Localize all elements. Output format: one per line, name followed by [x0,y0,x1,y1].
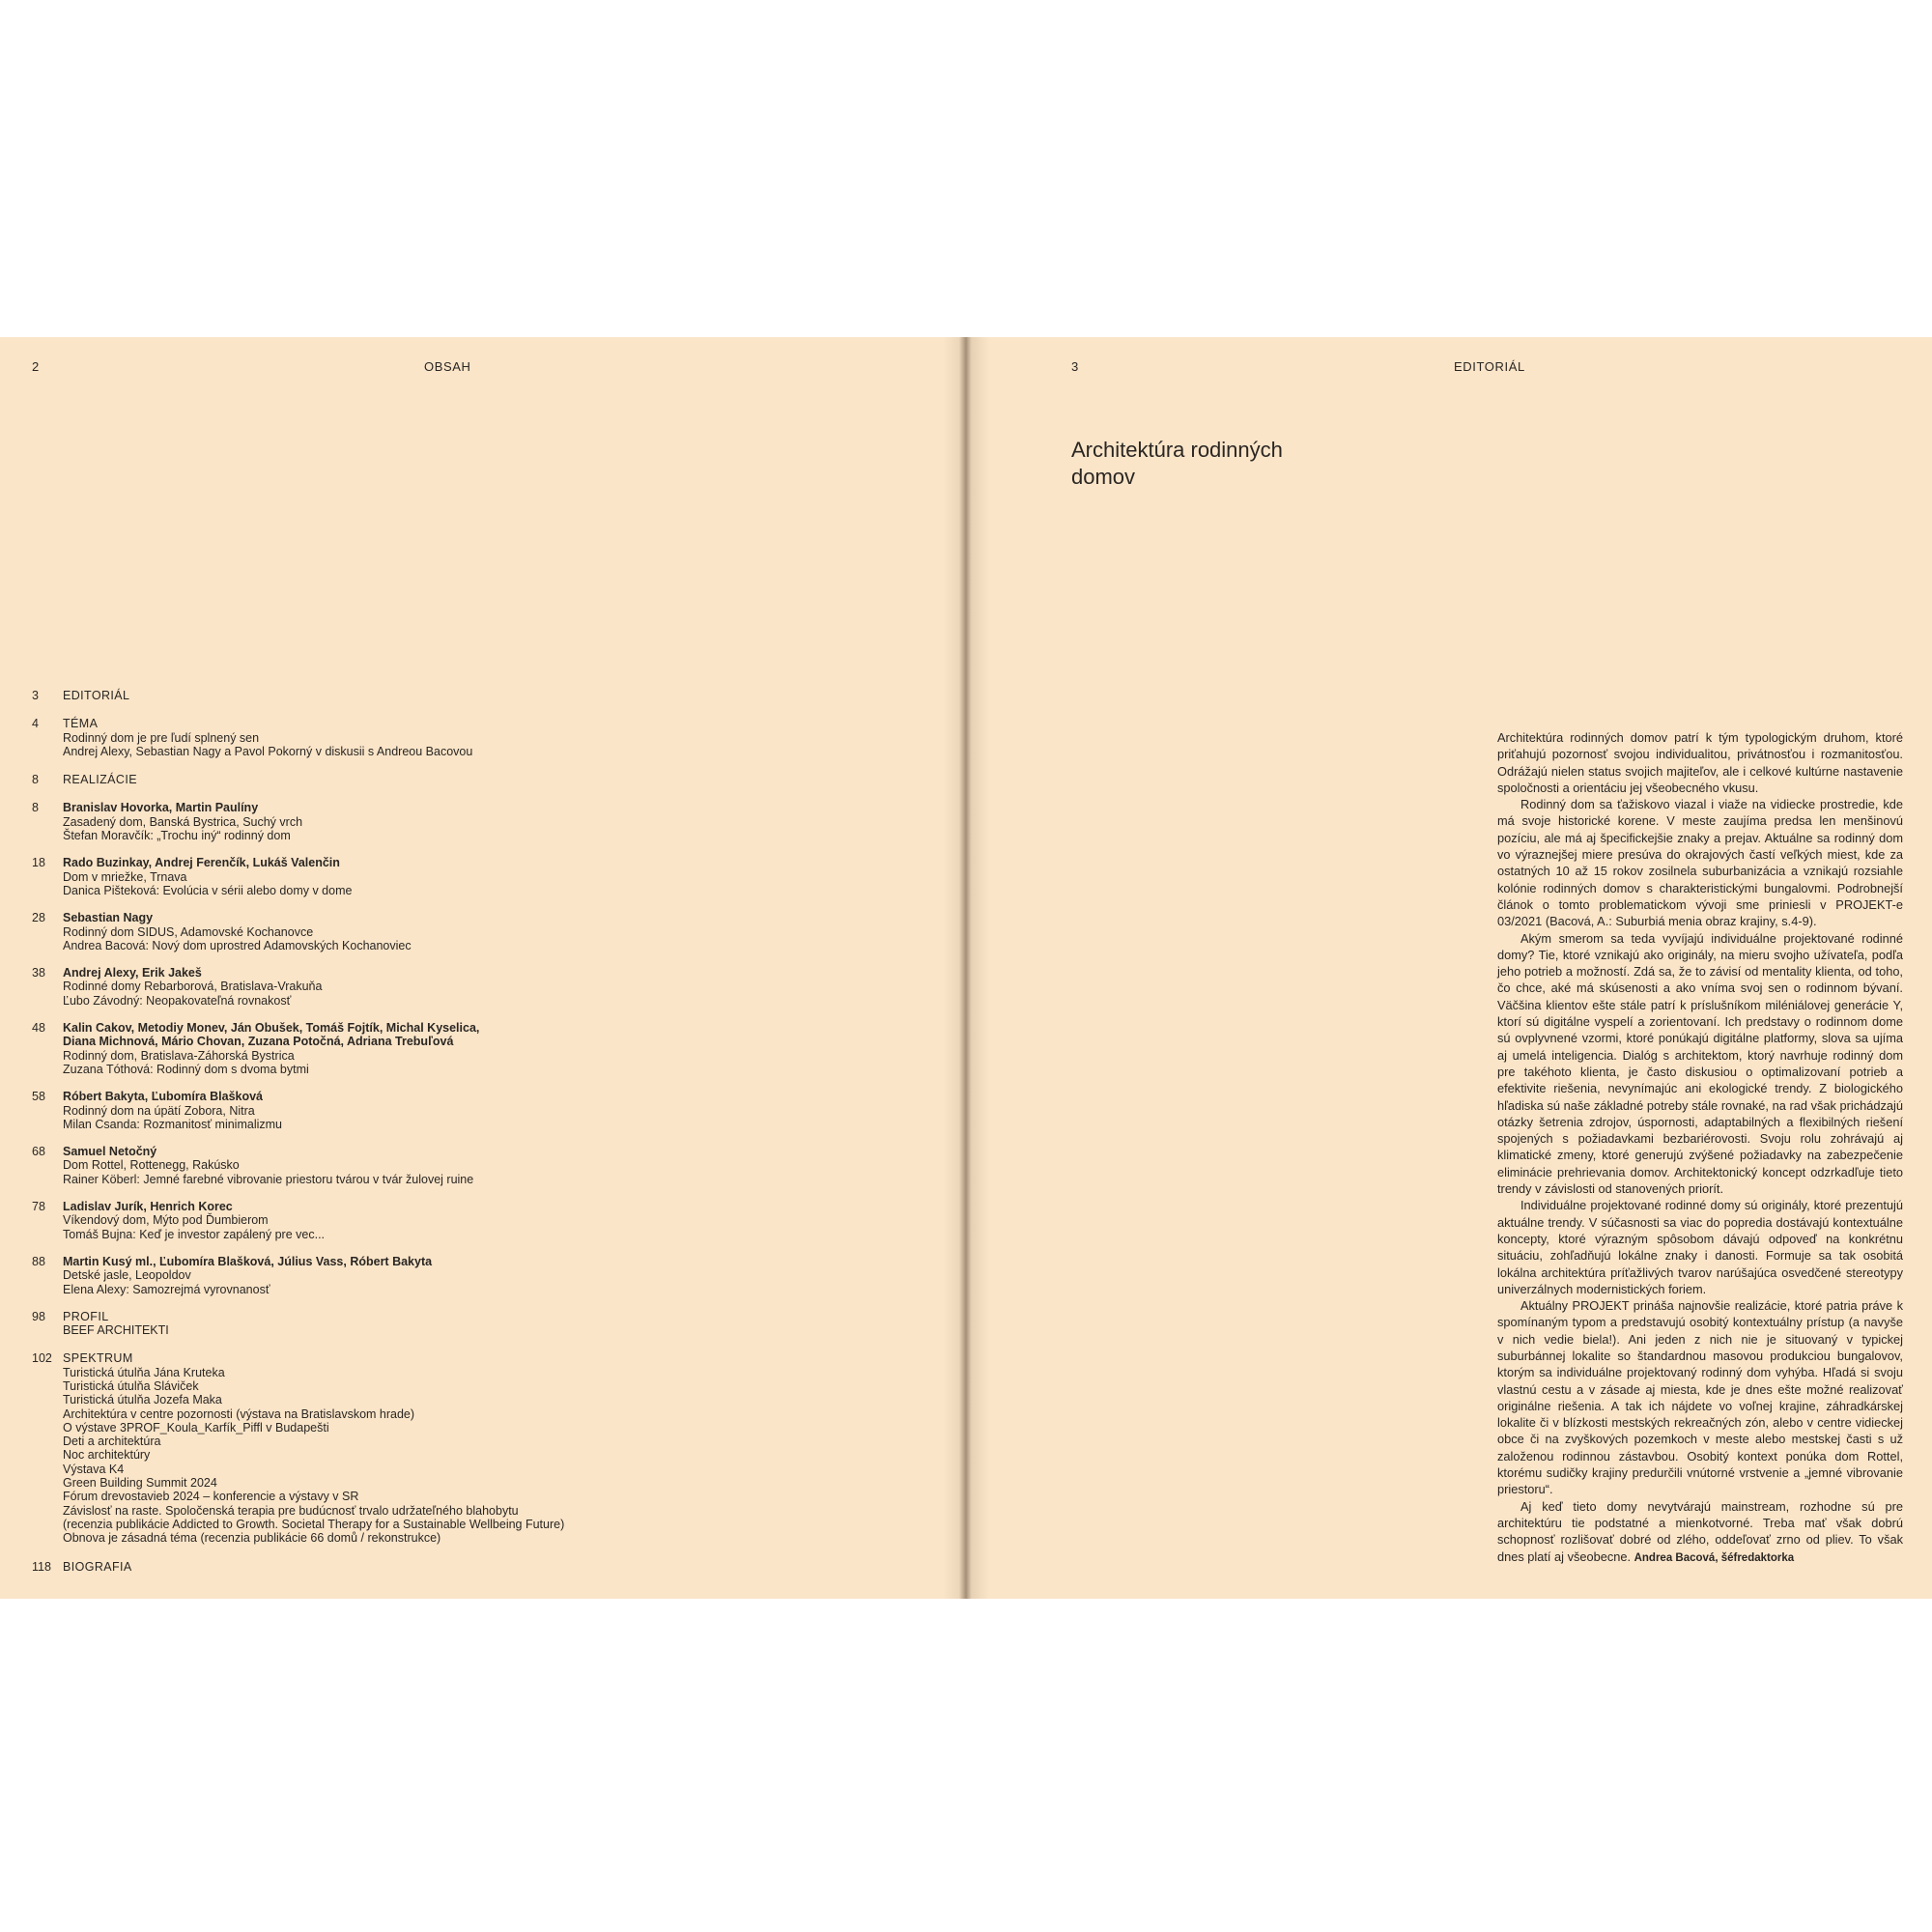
toc-entry [32,801,650,842]
toc-page-number: 68 [32,1145,45,1159]
toc-authors: Ladislav Jurík, Henrich Korec [63,1200,233,1214]
toc-entry [32,1255,650,1296]
running-head-right: EDITORIÁL [1454,359,1525,374]
toc-entry-body [63,911,650,952]
toc-entry [32,689,650,702]
magazine-spread [0,337,1932,1599]
toc-item-line: Víkendový dom, Mýto pod Ďumbierom [63,1213,269,1228]
toc-entry [32,966,650,1008]
toc-section-heading: REALIZÁCIE [63,773,137,787]
toc-entry-body [63,1351,650,1545]
toc-entry-body [63,1090,650,1131]
toc-authors: Sebastian Nagy [63,911,154,925]
toc-item-line: Zasadený dom, Banská Bystrica, Suchý vrch [63,814,303,829]
toc-authors: Andrej Alexy, Erik Jakeš [63,966,202,980]
paragraph: Rodinný dom sa ťažiskovo viazal i viaže na vidiecke prostredie, kde má svoje historické korene. V meste zaujíma predsa len menšinovú pozíciu, ale má aj špecifickejšie znaky a prejav. Aktuálne sa rodinný dom vo výraznejšej miere presúva do okrajových častí veľkých miest, kde za ostatných 10 až 15 rokov zosilnela suburbanizácia a vznikajú rozsiahle kolónie rodinných domov s charakteristickými bungalovmi. Podrobnejší článok o tomto problematickom vývoji sme priniesli v PROJEKT-e 03/2021 (Bacová, A.: Suburbiá menia obraz krajiny, s.4-9). [1497,797,1903,929]
toc-page-number: 78 [32,1200,45,1214]
toc-item-line: (recenzia publikácie Addicted to Growth. Societal Therapy for a Sustainable Wellbeing Future) [63,1517,565,1531]
toc-entry-body [63,1145,650,1186]
toc-item-line: Turistická útulňa Jozefa Maka [63,1393,222,1407]
toc-item-line: Turistická útulňa Jána Kruteka [63,1365,225,1379]
toc-authors: Kalin Cakov, Metodiy Monev, Ján Obušek, Tomáš Fojtík, Michal Kyselica, [63,1021,480,1036]
article-title-line: Architektúra rodinných [1071,438,1283,462]
toc-entry-body [63,689,650,702]
toc-page-number: 28 [32,911,45,925]
toc-item-line: Rodinný dom je pre ľudí splnený sen [63,730,260,745]
toc-item-line: Rodinný dom na úpätí Zobora, Nitra [63,1103,255,1118]
toc-section-heading: PROFIL [63,1309,109,1323]
toc-item-line: Výstava K4 [63,1462,125,1476]
toc-entry-body [63,1200,650,1241]
toc-page-number: 3 [32,689,39,702]
toc-section-heading: TÉMA [63,717,99,731]
toc-entry-body [63,1560,650,1574]
toc-authors: Róbert Bakyta, Ľubomíra Blašková [63,1090,264,1104]
toc-section-heading: SPEKTRUM [63,1351,133,1366]
toc-entry-body [63,773,650,786]
toc-entry [32,1021,650,1076]
toc-entry [32,1200,650,1241]
toc-entry-body [63,1021,650,1076]
toc-entry-body [63,1310,650,1338]
toc-entry [32,911,650,952]
editorial-body [1497,729,1903,1567]
toc-item-line: Deti a architektúra [63,1435,161,1449]
toc-page-number: 58 [32,1090,45,1104]
toc-authors: Rado Buzinkay, Andrej Ferenčík, Lukáš Valenčin [63,856,340,870]
article-title [1071,437,1380,491]
toc-entry-body [63,801,650,842]
toc-item-line: Green Building Summit 2024 [63,1476,217,1491]
toc-item-line: Obnova je zásadná téma (recenzia publikácie 66 domů / rekonstrukce) [63,1531,441,1546]
toc-authors: Branislav Hovorka, Martin Paulíny [63,801,259,815]
toc-item-line: Ľubo Závodný: Neopakovateľná rovnakosť [63,993,292,1008]
toc-entry [32,856,650,897]
paragraph: Architektúra rodinných domov patrí k tým typologickým druhom, ktoré priťahujú pozornosť svojou individualitou, privátnosťou i rozmanitosťou. Odrážajú nielen status svojich majiteľov, ale i celkové kultúrne nastavenie spoločnosti a orientáciu jej všeobecného vkusu. [1497,730,1903,795]
toc-page-number: 98 [32,1309,45,1323]
toc-authors: Samuel Netočný [63,1145,157,1159]
paragraph: Aktuálny PROJEKT prináša najnovšie realizácie, ktoré patria práve k spomínaným typom a predstavujú osobitý kontextuálny prístup (a navyše v nich vedie biela!). Ani jeden z nich nie je situovaný v typickej suburbánnej lokalite so štandardnou masovou produkciou bungalovov, ktorým sa individuálne projektovaný rodinný dom vyhýba. Hľadá si svoju vlastnú cestu a v zásade aj miesta, kde je dnes ešte možné realizovať originálne riešenia. A tak ich nájdete vo voľnej krajine, záhradkárskej lokalite či v blízkosti mestských rekreačných zón, alebo v centre vidieckej obce či na zvyškových pozemkoch v meste alebo mestskej časti s už založenou rodinnou zástavbou. Osobitý kontext ponúka dom Rottel, ktorému sudičky krajiny predurčili vnútorné vrstvenie a „jemné vibrovanie priestoru“. [1497,1298,1903,1497]
toc-entry [32,773,650,786]
toc-item-line: Detské jasle, Leopoldov [63,1268,191,1283]
toc-item-line: Rainer Köberl: Jemné farebné vibrovanie priestoru tvárou v tvár žulovej ruine [63,1172,474,1186]
toc-page-number: 8 [32,773,39,787]
toc-page-number: 38 [32,966,45,980]
toc-item-line: Architektúra v centre pozornosti (výstava na Bratislavskom hrade) [63,1406,415,1421]
toc-entry [32,717,650,758]
toc-page-number: 118 [32,1559,51,1574]
toc-entry [32,1560,650,1574]
toc-item-line: Rodinný dom SIDUS, Adamovské Kochanovce [63,924,314,939]
paragraph-last [1497,1498,1903,1567]
toc-item-line: Andrej Alexy, Sebastian Nagy a Pavol Pokorný v diskusii s Andreou Bacovou [63,744,473,758]
toc-entry [32,1351,650,1545]
toc-item-line: Elena Alexy: Samozrejmá vyrovnanosť [63,1282,270,1296]
toc-page-number: 48 [32,1021,45,1036]
toc-item-line: O výstave 3PROF_Koula_Karfík_Piffl v Budapešti [63,1420,329,1435]
toc-page-number: 18 [32,856,45,870]
toc-item-line: BEEF ARCHITEKTI [63,1323,169,1338]
toc-authors: Martin Kusý ml., Ľubomíra Blašková, Július Vass, Róbert Bakyta [63,1254,433,1268]
toc-entry-body [63,856,650,897]
running-head-left: OBSAH [424,359,471,374]
toc-authors: Diana Michnová, Mário Chovan, Zuzana Potočná, Adriana Trebuľová [63,1035,454,1049]
toc-item-line: Štefan Moravčík: „Trochu iný“ rodinný dom [63,829,291,843]
toc-page-number: 102 [32,1351,52,1366]
paragraph-text: Aj keď tieto domy nevytvárajú mainstream, rozhodne sú pre architektúru tie podstatné a mienkotvorné. Treba mať však dobrú schopnosť rozlišovať dobré od zlého, oddeľovať zrno od pliev. To však dnes platí aj všeobecne. [1497,1498,1903,1564]
page-number-left: 2 [32,359,40,374]
toc-item-line: Rodinné domy Rebarborová, Bratislava-Vrakuňa [63,980,323,994]
book-gutter [943,337,989,1599]
toc-section-heading: BIOGRAFIA [63,1559,132,1574]
toc-page-number: 88 [32,1254,45,1268]
toc-item-line: Fórum drevostavieb 2024 – konferencie a výstavy v SR [63,1490,359,1504]
paragraph: Akým smerom sa teda vyvíjajú individuálne projektované rodinné domy? Tie, ktoré vznikajú ako originály, na mieru svojho užívateľa, podľa jeho potrieb a možností. Zdá sa, že to závisí od mentality klienta, od toho, čo chce, aké má skúsenosti a ako vníma svoj sen o rodinnom bývaní. Väčšina klientov ešte stále patrí k príslušníkom miléniálovej generácie Y, ktorí sú digitálne vyspelí a zorientovaní. Ich predstavy o rodinnom dome sú ovplyvnené vzormi, ktoré ponúkajú digitálne platformy, slova sa ujíma aj umelá inteligencia. Dialóg s architektom, ktorý navrhuje rodinný dom pre takéhoto klienta, je často diskusiou o optimalizovaní potrieb a efektivite riešenia, nevynímajúc ani ekologické trendy. Z biologického hľadiska sú naše základné potreby stále rovnaké, na rad však prichádzajú otázky šetrenia zdrojov, úspornosti, adaptabilných a flexibilných riešení spojených s požiadavkami bezbariérovosti. Svoju rolu zohrávajú aj klimatické zmeny, ktoré generujú zvýšené požiadavky na zabezpečenie eliminácie prehrievania domov. Architektonický koncept odzrkadľuje tieto trendy v závislosti od stanovených priorít. [1497,930,1903,1197]
toc-entry-body [63,1255,650,1296]
toc-item-line: Andrea Bacová: Nový dom uprostred Adamovských Kochanoviec [63,938,412,952]
table-of-contents [32,689,650,1588]
toc-item-line: Rodinný dom, Bratislava-Záhorská Bystrica [63,1048,295,1063]
toc-entry [32,1145,650,1186]
toc-item-line: Noc architektúry [63,1448,151,1463]
toc-item-line: Tomáš Bujna: Keď je investor zapálený pre vec... [63,1227,326,1241]
toc-item-line: Závislosť na raste. Spoločenská terapia pre budúcnosť trvalo udržateľného blahobytu [63,1503,519,1518]
toc-entry-body [63,717,650,758]
toc-item-line: Dom Rottel, Rottenegg, Rakúsko [63,1158,240,1173]
toc-section-heading: EDITORIÁL [63,689,130,702]
toc-item-line: Milan Csanda: Rozmanitosť minimalizmu [63,1117,282,1131]
toc-page-number: 4 [32,717,39,731]
toc-entry [32,1310,650,1338]
toc-item-line: Dom v mriežke, Trnava [63,869,187,884]
toc-item-line: Zuzana Tóthová: Rodinný dom s dvoma bytmi [63,1062,309,1076]
article-title-line: domov [1071,465,1136,489]
toc-page-number: 8 [32,801,39,815]
author-signature: Andrea Bacová, šéfredaktorka [1634,1551,1795,1564]
page-number-right: 3 [1071,359,1079,374]
toc-entry [32,1090,650,1131]
paragraph: Individuálne projektované rodinné domy sú originály, ktoré prezentujú aktuálne trendy. V súčasnosti sa viac do popredia dostávajú kontextuálne koncepty, ktoré výrazným spôsobom dávajú odpoveď na konkrétnu situáciu, zohľadňujú lokálne znaky i danosti. Formuje sa tak osobitá lokálna architektúra príťažlivých tvarov narúšajúca osvedčené stereotypy univerzálnych modernistických foriem. [1497,1198,1903,1296]
toc-item-line: Danica Pišteková: Evolúcia v sérii alebo domy v dome [63,883,353,897]
toc-entry-body [63,966,650,1008]
toc-item-line: Turistická útulňa Sláviček [63,1378,199,1393]
